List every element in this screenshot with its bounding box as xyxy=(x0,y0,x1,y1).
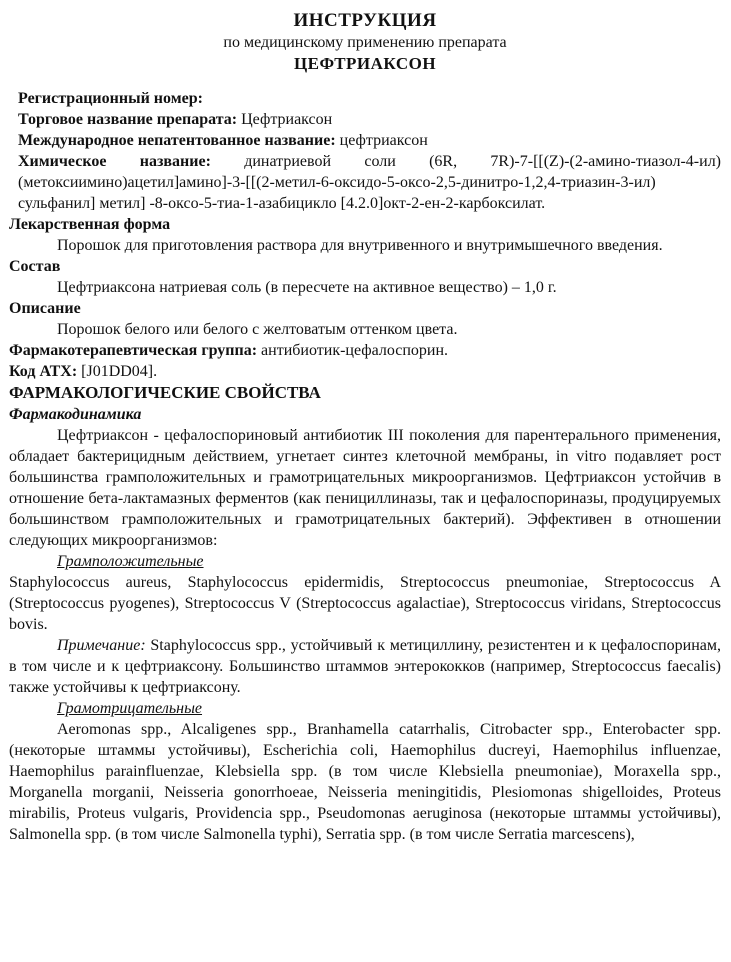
trade-name-row xyxy=(18,109,721,130)
trade-name-label: Торговое название препарата: xyxy=(18,111,238,128)
atc-label: Код АТХ: xyxy=(9,363,78,380)
gram-negative-label: Грамотрицательные xyxy=(57,700,203,717)
pharm-group-value: антибиотик-цефалоспорин. xyxy=(257,342,449,359)
document-subtitle: по медицинскому применению препарата xyxy=(223,34,507,51)
gram-negative-list: Aeromonas spp., Alcaligenes spp., Branhamella catarrhalis, Citrobacter spp., Enterobacter spp. (некоторые штаммы устойчивы), Escherichia coli, Haemophilus ducreyi, Haemophilus influenzae, Haemophilus parainfluenzae, Klebsiella spp. (в том числе Klebsiella pneumoniae), Moraxella spp., Morganella morganii, Neisseria gonorrhoeae, Neisseria meningitidis, Plesiomonas shigelloides, Proteus mirabilis, Proteus vulgaris, Providencia spp., Pseudomonas aeruginosa (некоторые штаммы устойчивы), Salmonella spp. (в том числе Salmonella typhi), Serratia spp. (в том числе Serratia marcescens), xyxy=(9,721,721,843)
document-title: ИНСТРУКЦИЯ xyxy=(293,10,437,31)
drug-meta xyxy=(9,88,721,214)
form-text: Порошок для приготовления раствора для внутривенного и внутримышечного введения. xyxy=(57,237,663,254)
gram-positive-list: Staphylococcus aureus, Staphylococcus epidermidis, Streptococcus pneumoniae, Streptococcus A (Streptococcus pyogenes), Streptococcus V (Streptococcus agalactiae), Streptococcus viridans, Streptococcus bovis. xyxy=(9,574,721,633)
reg-number-label: Регистрационный номер: xyxy=(18,90,203,107)
note-text: Staphylococcus spp., устойчивый к метициллину, резистентен и к цефалоспоринам, в том числе и к цефтриаксону. Большинство штаммов энтерококков (например, Streptococcus faecalis) также устойчивы к цефтриаксону. xyxy=(9,637,721,696)
inn-label: Международное непатентованное название: xyxy=(18,132,336,149)
composition-heading: Состав xyxy=(9,258,61,275)
pharm-properties-heading: ФАРМАКОЛОГИЧЕСКИЕ СВОЙСТВА xyxy=(9,383,321,402)
atc-row xyxy=(9,361,721,382)
description-text: Порошок белого или белого с желтоватым оттенком цвета. xyxy=(57,321,458,338)
pharm-group-label: Фармакотерапевтическая группа: xyxy=(9,342,258,359)
trade-name-value: Цефтриаксон xyxy=(237,111,333,128)
note-label: Примечание: xyxy=(57,637,146,654)
inn-value: цефтриаксон xyxy=(335,132,428,149)
pharmacodynamics-heading: Фармакодинамика xyxy=(9,406,142,423)
document-header xyxy=(9,0,721,75)
pharmacodynamics-text: Цефтриаксон - цефалоспориновый антибиотик III поколения для парентерального применения, обладает бактерицидным действием, угнетает синтез клеточной мембраны, in vitro подавляет рост большинства грамположительных и грамотрицательных микроорганизмов. Цефтриаксон устойчив в отношение бета-лактамазных ферментов (как пенициллиназы, так и цефалоспориназы, продуцируемых большинством грамположительных и грамотрицательных бактерий). Эффективен в отношении следующих микроорганизмов: xyxy=(9,427,721,549)
form-heading: Лекарственная форма xyxy=(9,216,171,233)
drug-name: ЦЕФТРИАКСОН xyxy=(293,54,437,73)
pharm-group-row xyxy=(9,340,721,361)
chemical-name-value: динатриевой соли (6R, 7R)-7-[[(Z)-(2-амино-тиазол-4-ил)(метоксиимино)ацетил]амино]-3-[[(2-метил-6-оксидо-5-оксо-2,5-динитро-1,2,4-триазин-3-ил) сульфанил] метил] -8-оксо-5-тиа-1-азабицикло [4.2.0]окт-2-ен-2-карбоксилат. xyxy=(18,153,722,212)
inn-row xyxy=(18,130,721,151)
description-heading: Описание xyxy=(9,300,81,317)
composition-text: Цефтриаксона натриевая соль (в пересчете на активное вещество) – 1,0 г. xyxy=(57,279,557,296)
chemical-name-label: Химическое название: xyxy=(18,153,211,170)
document-body xyxy=(9,214,721,845)
atc-value: [J01DD04]. xyxy=(77,363,158,380)
gram-positive-label: Грамположительные xyxy=(57,553,204,570)
chemical-name-row xyxy=(18,151,721,214)
note-paragraph xyxy=(9,635,721,698)
